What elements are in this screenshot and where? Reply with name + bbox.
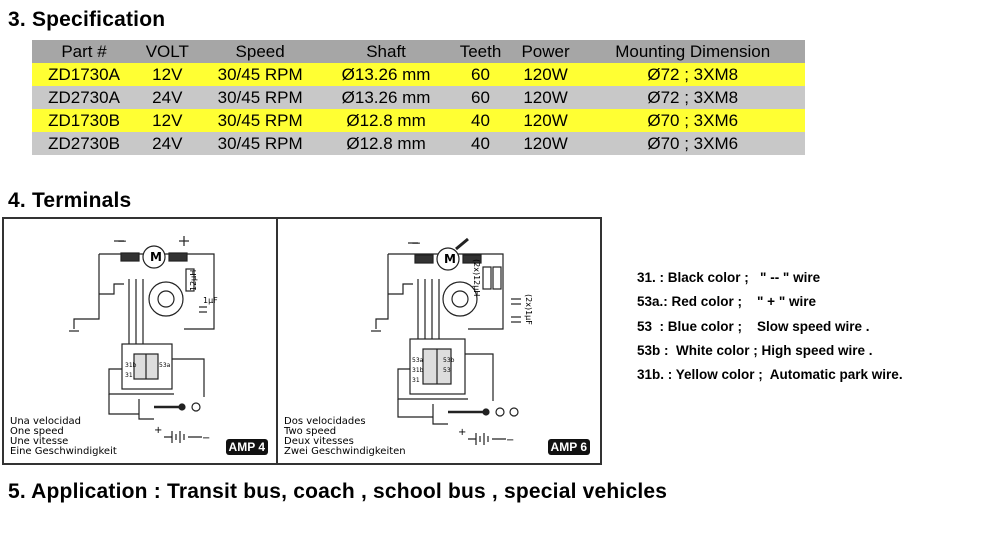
terminal-label: 53a [159,362,171,369]
table-cell: Ø72 ; 3XM8 [580,86,805,109]
col-header: Part # [32,40,136,63]
table-cell: Ø13.26 mm [322,63,451,86]
caption-line: Deux vitesses [284,436,354,447]
amp6-badge: AMP 6 [548,439,590,455]
table-cell: 12V [136,63,198,86]
col-header: Power [511,40,581,63]
terminal-label: 31 [412,377,420,384]
capacitor-label: 1μF [203,296,218,305]
terminal-label: 31b [412,367,424,374]
one-speed-caption [10,417,117,457]
table-row [32,109,805,132]
caption-line: One speed [10,426,64,437]
amp4-badge: AMP 4 [226,439,268,455]
table-cell: 40 [450,132,510,155]
table-cell: 12V [136,109,198,132]
table-cell: Ø72 ; 3XM8 [580,63,805,86]
table-cell: 120W [511,86,581,109]
table-cell: Ø70 ; 3XM6 [580,109,805,132]
two-speed-wiring-diagram [276,217,602,465]
wire-color-legend [637,266,903,387]
table-cell: 30/45 RPM [199,132,322,155]
table-cell: 60 [450,63,510,86]
col-header: Shaft [322,40,451,63]
col-header: Speed [199,40,322,63]
plus-sign: + [458,427,467,438]
specification-table [32,40,805,155]
one-speed-wiring-diagram [2,217,278,465]
terminal-label: 31b [125,362,137,369]
table-row [32,63,805,86]
table-cell: ZD2730B [32,132,136,155]
terminal-label: 53 [443,367,451,374]
table-cell: ZD2730A [32,86,136,109]
table-cell: 30/45 RPM [199,86,322,109]
inductor-label: 12μH [189,269,198,291]
table-cell: 120W [511,132,581,155]
minus-sign: − [117,234,128,248]
table-cell: 60 [450,86,510,109]
minus-sign: − [202,433,211,444]
col-header: Teeth [450,40,510,63]
motor-label: M [444,252,456,266]
caption-line: Zwei Geschwindigkeiten [284,446,406,457]
table-cell: ZD1730B [32,109,136,132]
table-cell: 24V [136,86,198,109]
wire-legend-item: 31b. : Yellow color ; Automatic park wire. [637,367,903,383]
caption-line: Una velocidad [10,416,82,427]
caption-line: Two speed [284,426,337,437]
caption-line: Eine Geschwindigkeit [10,446,117,457]
table-cell: 40 [450,109,510,132]
wire-legend-item: 31. : Black color ; " -- " wire [637,270,821,285]
table-cell: Ø13.26 mm [322,86,451,109]
capacitor-label: (2x)1μF [524,294,533,325]
wire-legend-item: 53a.: Red color ; " + " wire [637,294,816,310]
plus-sign: + [154,425,163,436]
table-cell: Ø70 ; 3XM6 [580,132,805,155]
table-cell: Ø12.8 mm [322,132,451,155]
two-speed-caption [284,417,406,457]
table-row [32,86,805,109]
application-heading: 5. Application : Transit bus, coach , school bus , special vehicles [8,480,668,503]
table-cell: 120W [511,109,581,132]
table-cell: Ø12.8 mm [322,109,451,132]
wire-legend-item: 53b : White color ; High speed wire . [637,342,873,358]
table-header-row [32,40,805,63]
table-row [32,132,805,155]
inductor-label: (2x)12μH [472,259,481,297]
caption-line: Une vitesse [10,436,69,447]
motor-label: M [150,250,162,264]
minus-sign: − [411,236,422,250]
table-cell: 30/45 RPM [199,63,322,86]
terminal-label: 53a [412,357,424,364]
terminal-label: 31 [125,372,133,379]
minus-sign: − [506,435,515,446]
table-cell: ZD1730A [32,63,136,86]
col-header: Mounting Dimension [580,40,805,63]
terminal-label: 53b [443,357,455,364]
table-cell: 24V [136,132,198,155]
col-header: VOLT [136,40,198,63]
caption-line: Dos velocidades [284,416,366,427]
wire-legend-item: 53 : Blue color ; Slow speed wire . [637,318,870,334]
terminals-heading: 4. Terminals [8,189,132,212]
specification-heading: 3. Specification [8,8,166,31]
table-cell: 120W [511,63,581,86]
table-cell: 30/45 RPM [199,109,322,132]
